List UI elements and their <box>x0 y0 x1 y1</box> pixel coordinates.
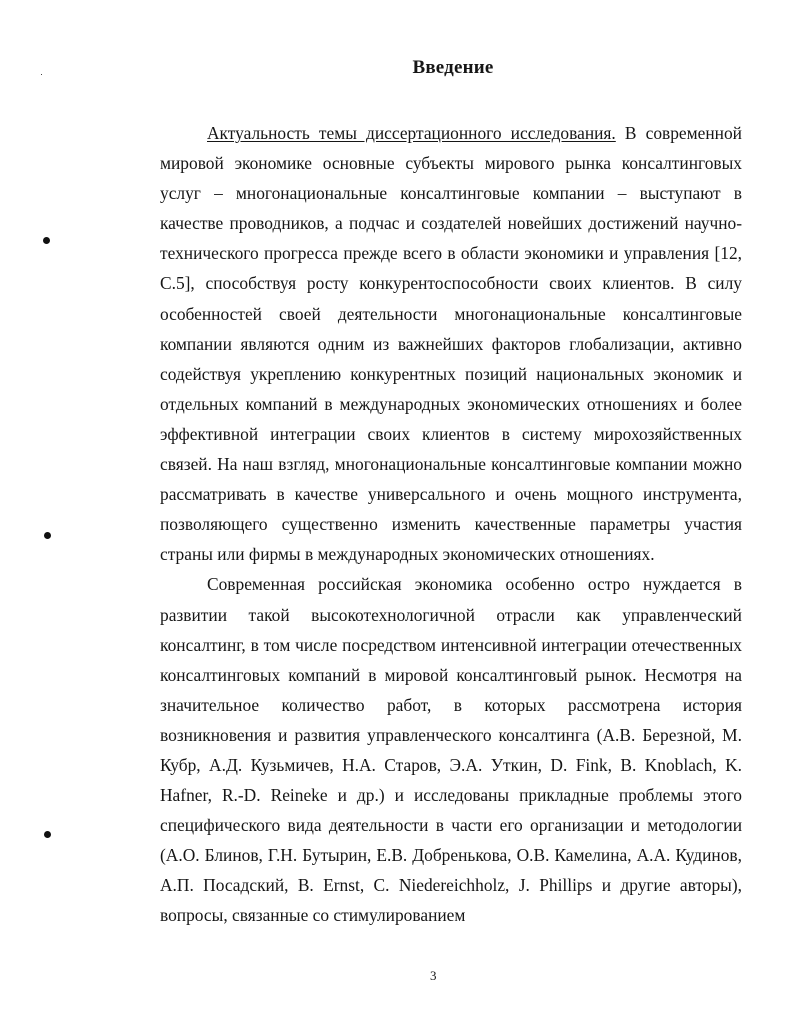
document-body <box>160 118 742 931</box>
binder-hole-mark-top <box>43 237 50 244</box>
paragraph-2: Современная российская экономика особенно остро нуждается в развитии такой высокотехнологичной отрасли как управленческий консалтинг, в том числе посредством интенсивной интеграции отечественных консалтинговых компаний в мировой консалтинговый рынок. Несмотря на значительное количество работ, в которых рассмотрена история возникновения и развития управленческого консалтинга (А.В. Березной, М. Кубр, А.Д. Кузьмичев, Н.А. Старов, Э.А. Уткин, D. Fink, B. Knoblach, K. Hafner, R.-D. Reineke и др.) и исследованы прикладные проблемы этого специфического вида деятельности в части его организации и методологии (А.О. Блинов, Г.Н. Бутырин, Е.В. Добренькова, О.В. Камелина, А.А. Кудинов, А.П. Посадский, B. Ernst, C. Niedereichholz, J. Phillips и другие авторы), вопросы, связанные со стимулированием <box>160 574 742 926</box>
paragraph-1 <box>160 118 742 569</box>
page-title: Введение <box>412 57 494 78</box>
binder-hole-mark-bottom <box>44 831 51 838</box>
paragraph-1-text: В современной мировой экономике основные субъекты мирового рынка консалтинговых услуг – многонациональные консалтинговые компании – выступают в качестве проводников, а подчас и создателей новейших достижений научно-технического прогресса прежде всего в области экономики и управления [12, С.5], способствуя росту конкурентоспособности своих клиентов. В силу особенностей своей деятельности многонациональные консалтинговые компании являются одним из важнейших факторов глобализации, активно содействуя укреплению конкурентных позиций национальных экономик и отдельных компаний в международных экономических отношениях и более эффективной интеграции своих клиентов в систему мирохозяйственных связей. На наш взгляд, многонациональные консалтинговые компании можно рассматривать в качестве универсального и очень мощного инструмента, позволяющего существенно изменить качественные параметры участия страны или фирмы в международных экономических отношениях. <box>160 123 742 565</box>
binder-hole-mark-middle <box>44 532 51 539</box>
page-number: 3 <box>430 968 437 983</box>
topic-relevance-heading: Актуальность темы диссертационного исследования. <box>207 123 616 143</box>
